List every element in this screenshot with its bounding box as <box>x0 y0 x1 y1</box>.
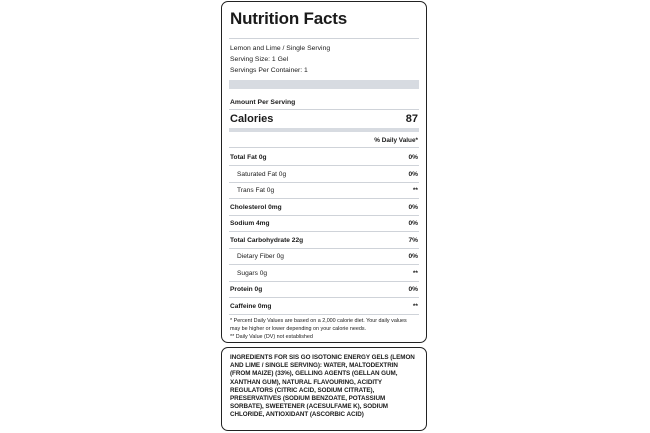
footnote-dv-not-established: ** Daily Value (DV) not established <box>230 334 313 340</box>
nutrient-name: Trans Fat 0g <box>237 187 275 194</box>
nutrient-name: Saturated Fat 0g <box>237 170 287 178</box>
nutrient-daily-value: 0% <box>408 220 418 227</box>
nutrient-name: Dietary Fiber 0g <box>237 253 284 260</box>
nutrient-daily-value: 0% <box>408 286 418 293</box>
serving-size: Serving Size: 1 Gel <box>230 56 289 63</box>
nutrient-daily-value: ** <box>412 302 418 310</box>
nutrient-row <box>229 281 419 298</box>
nutrient-name: Cholesterol 0mg <box>230 203 282 211</box>
medium-divider <box>229 128 419 132</box>
nutrient-daily-value: 0% <box>408 170 418 178</box>
thick-divider <box>229 80 419 89</box>
daily-value-header: % Daily Value* <box>374 137 418 144</box>
nutrient-row <box>229 166 419 183</box>
nutrient-row <box>229 265 419 282</box>
nutrient-name: Total Fat 0g <box>230 154 267 161</box>
amount-per-serving: Amount Per Serving <box>230 99 296 106</box>
servings-per-container: Servings Per Container: 1 <box>230 67 308 74</box>
nutrient-row <box>229 215 419 232</box>
nutrient-name: Sodium 4mg <box>230 220 270 227</box>
nutrient-daily-value: ** <box>412 187 418 194</box>
nutrient-daily-value: ** <box>412 269 418 277</box>
nutrient-row <box>229 248 419 265</box>
nutrient-daily-value: 0% <box>408 154 418 161</box>
divider <box>229 109 419 110</box>
nutrient-daily-value: 0% <box>408 253 418 260</box>
product-line: Lemon and Lime / Single Serving <box>230 45 331 52</box>
ingredients-list: WATER, MALTODEXTRIN (FROM MAIZE) (33%), GELLING AGENTS (GELLAN GUM, XANTHAN GUM), NATURAL FLAVOURING, ACIDITY REGULATORS (CITRIC ACID, SODIUM CITRATE), PRESERVATIVES (SODIUM BENZOATE, POTASSIUM SORBATE), SWEETENER (ACESULFAME K), SODIUM CHLORIDE, ANTIOXIDANT (ASCORBIC ACID) <box>230 362 398 419</box>
nutrient-row <box>229 232 419 249</box>
nutrition-facts-title: Nutrition Facts <box>230 9 347 28</box>
footnote-percent-dv: * Percent Daily Values are based on a 2,000 calorie diet. Your daily values may be higher or lower depending on your calorie needs. <box>230 318 407 332</box>
calories-value: 87 <box>405 113 418 125</box>
divider <box>229 38 419 39</box>
nutrient-row <box>229 298 419 315</box>
nutrient-row <box>229 199 419 216</box>
divider <box>229 147 419 148</box>
nutrient-daily-value: 0% <box>408 203 418 211</box>
nutrient-name: Total Carbohydrate 22g <box>230 236 304 244</box>
nutrient-name: Sugars 0g <box>237 269 268 277</box>
calories-label: Calories <box>230 113 274 125</box>
nutrition-facts-panel <box>221 1 427 343</box>
nutrient-row <box>229 149 419 166</box>
ingredients-panel <box>221 347 427 431</box>
nutrient-daily-value: 7% <box>408 236 418 244</box>
nutrient-row <box>229 182 419 199</box>
nutrient-name: Protein 0g <box>230 286 263 293</box>
ingredients-text <box>230 354 418 420</box>
nutrient-name: Caffeine 0mg <box>230 302 272 310</box>
ingredients-heading: INGREDIENTS FOR SIS GO ISOTONIC ENERGY GELS (LEMON AND LIME / SINGLE SERVING): <box>230 354 415 370</box>
